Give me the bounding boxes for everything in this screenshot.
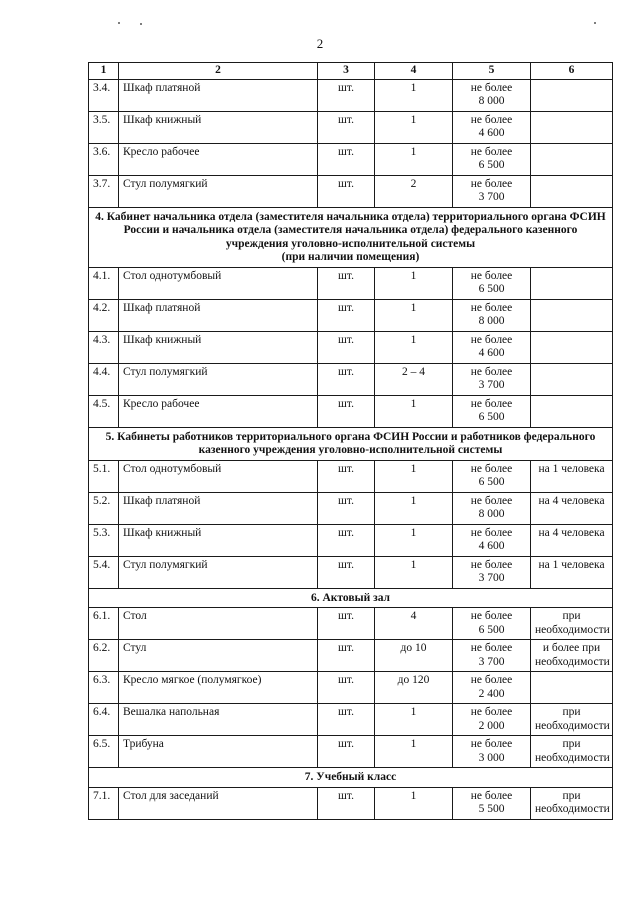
item-note: [531, 175, 613, 207]
item-price: не более 3 700: [453, 175, 531, 207]
item-unit: шт.: [318, 460, 375, 492]
item-price: не более 6 500: [453, 395, 531, 427]
item-unit: шт.: [318, 395, 375, 427]
section-heading: 6. Актовый зал: [89, 588, 613, 608]
item-number: 4.2.: [89, 299, 119, 331]
item-unit: шт.: [318, 787, 375, 819]
item-quantity: 1: [375, 460, 453, 492]
item-name: Шкаф платяной: [119, 79, 318, 111]
table-row: [89, 395, 613, 427]
item-note: при необходимости: [531, 608, 613, 640]
item-name: Кресло мягкое (полумягкое): [119, 672, 318, 704]
item-name: Стул: [119, 640, 318, 672]
table-row: [89, 787, 613, 819]
item-number: 7.1.: [89, 787, 119, 819]
item-unit: шт.: [318, 524, 375, 556]
item-quantity: 1: [375, 143, 453, 175]
item-number: 6.1.: [89, 608, 119, 640]
table-row: [89, 299, 613, 331]
item-quantity: 1: [375, 736, 453, 768]
item-note: [531, 395, 613, 427]
item-note: на 4 человека: [531, 524, 613, 556]
item-unit: шт.: [318, 143, 375, 175]
item-price: не более 3 700: [453, 363, 531, 395]
item-name: Стол для заседаний: [119, 787, 318, 819]
header-cell-col2: 2: [119, 63, 318, 80]
item-note: [531, 143, 613, 175]
furniture-norms-table: [88, 62, 613, 820]
item-quantity: 1: [375, 267, 453, 299]
item-quantity: 1: [375, 79, 453, 111]
item-number: 6.5.: [89, 736, 119, 768]
table-row: [89, 736, 613, 768]
item-number: 3.4.: [89, 79, 119, 111]
item-unit: шт.: [318, 267, 375, 299]
item-price: не более 3 700: [453, 640, 531, 672]
item-number: 5.3.: [89, 524, 119, 556]
table-row: [89, 175, 613, 207]
item-quantity: 1: [375, 331, 453, 363]
item-unit: шт.: [318, 299, 375, 331]
item-quantity: 1: [375, 556, 453, 588]
table-row: [89, 556, 613, 588]
section-heading: 7. Учебный класс: [89, 768, 613, 788]
item-quantity: 2 – 4: [375, 363, 453, 395]
item-price: не более 8 000: [453, 79, 531, 111]
item-quantity: 1: [375, 299, 453, 331]
table-row: [89, 640, 613, 672]
item-quantity: 1: [375, 787, 453, 819]
table-row: [89, 608, 613, 640]
item-unit: шт.: [318, 331, 375, 363]
item-quantity: 4: [375, 608, 453, 640]
item-name: Стул полумягкий: [119, 556, 318, 588]
table-header-row: [89, 63, 613, 80]
item-quantity: до 10: [375, 640, 453, 672]
section-heading-row: [89, 427, 613, 460]
item-unit: шт.: [318, 704, 375, 736]
item-name: Шкаф платяной: [119, 492, 318, 524]
item-number: 3.6.: [89, 143, 119, 175]
section-heading-row: [89, 768, 613, 788]
item-price: не более 3 700: [453, 556, 531, 588]
item-name: Стол однотумбовый: [119, 267, 318, 299]
item-note: [531, 267, 613, 299]
item-name: Стул полумягкий: [119, 175, 318, 207]
header-cell-col3: 3: [318, 63, 375, 80]
item-name: Стол: [119, 608, 318, 640]
item-note: [531, 672, 613, 704]
item-note: [531, 111, 613, 143]
item-unit: шт.: [318, 492, 375, 524]
item-unit: шт.: [318, 175, 375, 207]
table-body: [89, 63, 613, 820]
item-number: 5.2.: [89, 492, 119, 524]
item-name: Стол однотумбовый: [119, 460, 318, 492]
item-price: не более 6 500: [453, 267, 531, 299]
table-row: [89, 704, 613, 736]
item-note: [531, 79, 613, 111]
item-unit: шт.: [318, 640, 375, 672]
item-quantity: 1: [375, 524, 453, 556]
header-cell-col4: 4: [375, 63, 453, 80]
table-row: [89, 143, 613, 175]
item-note: [531, 363, 613, 395]
table-row: [89, 363, 613, 395]
item-unit: шт.: [318, 363, 375, 395]
item-quantity: до 120: [375, 672, 453, 704]
item-price: не более 2 000: [453, 704, 531, 736]
item-price: не более 4 600: [453, 524, 531, 556]
item-unit: шт.: [318, 672, 375, 704]
section-heading-row: [89, 588, 613, 608]
section-heading-row: [89, 207, 613, 267]
item-name: Кресло рабочее: [119, 143, 318, 175]
item-price: не более 4 600: [453, 111, 531, 143]
section-heading: 4. Кабинет начальника отдела (заместителя начальника отдела) территориального органа ФСИН России и начальника отдела (заместителя начальника отдела) федерального казенного учреждения уголовно-исполнительной системы (при наличии помещения): [89, 207, 613, 267]
table-row: [89, 524, 613, 556]
table-row: [89, 79, 613, 111]
item-price: не более 6 500: [453, 460, 531, 492]
item-name: Стул полумягкий: [119, 363, 318, 395]
item-note: [531, 331, 613, 363]
item-number: 6.2.: [89, 640, 119, 672]
item-note: при необходимости: [531, 704, 613, 736]
item-price: не более 5 500: [453, 787, 531, 819]
item-number: 4.5.: [89, 395, 119, 427]
item-name: Шкаф книжный: [119, 524, 318, 556]
item-number: 4.1.: [89, 267, 119, 299]
item-number: 5.1.: [89, 460, 119, 492]
table-row: [89, 460, 613, 492]
item-unit: шт.: [318, 111, 375, 143]
table-row: [89, 331, 613, 363]
item-price: не более 2 400: [453, 672, 531, 704]
item-number: 4.3.: [89, 331, 119, 363]
item-note: на 1 человека: [531, 460, 613, 492]
item-quantity: 1: [375, 492, 453, 524]
item-name: Кресло рабочее: [119, 395, 318, 427]
header-cell-col6: 6: [531, 63, 613, 80]
item-note: при необходимости: [531, 787, 613, 819]
item-price: не более 8 000: [453, 299, 531, 331]
item-note: и более при необходимости: [531, 640, 613, 672]
item-note: на 4 человека: [531, 492, 613, 524]
item-number: 3.7.: [89, 175, 119, 207]
table-row: [89, 267, 613, 299]
table-row: [89, 672, 613, 704]
table-row: [89, 111, 613, 143]
item-number: 5.4.: [89, 556, 119, 588]
item-name: Шкаф платяной: [119, 299, 318, 331]
item-number: 4.4.: [89, 363, 119, 395]
item-price: не более 3 000: [453, 736, 531, 768]
item-note: на 1 человека: [531, 556, 613, 588]
item-unit: шт.: [318, 608, 375, 640]
item-unit: шт.: [318, 736, 375, 768]
item-number: 3.5.: [89, 111, 119, 143]
item-price: не более 6 500: [453, 143, 531, 175]
item-number: 6.4.: [89, 704, 119, 736]
item-price: не более 8 000: [453, 492, 531, 524]
item-name: Шкаф книжный: [119, 111, 318, 143]
item-price: не более 4 600: [453, 331, 531, 363]
page-number: 2: [316, 36, 324, 51]
item-price: не более 6 500: [453, 608, 531, 640]
item-quantity: 1: [375, 704, 453, 736]
item-unit: шт.: [318, 79, 375, 111]
item-quantity: 2: [375, 175, 453, 207]
item-note: при необходимости: [531, 736, 613, 768]
section-heading: 5. Кабинеты работников территориального органа ФСИН России и работников федерального казенного учреждения уголовно-исполнительной системы: [89, 427, 613, 460]
header-cell-col1: 1: [89, 63, 119, 80]
item-quantity: 1: [375, 111, 453, 143]
item-name: Трибуна: [119, 736, 318, 768]
item-name: Шкаф книжный: [119, 331, 318, 363]
table-row: [89, 492, 613, 524]
item-quantity: 1: [375, 395, 453, 427]
item-unit: шт.: [318, 556, 375, 588]
item-note: [531, 299, 613, 331]
item-name: Вешалка напольная: [119, 704, 318, 736]
header-cell-col5: 5: [453, 63, 531, 80]
item-number: 6.3.: [89, 672, 119, 704]
